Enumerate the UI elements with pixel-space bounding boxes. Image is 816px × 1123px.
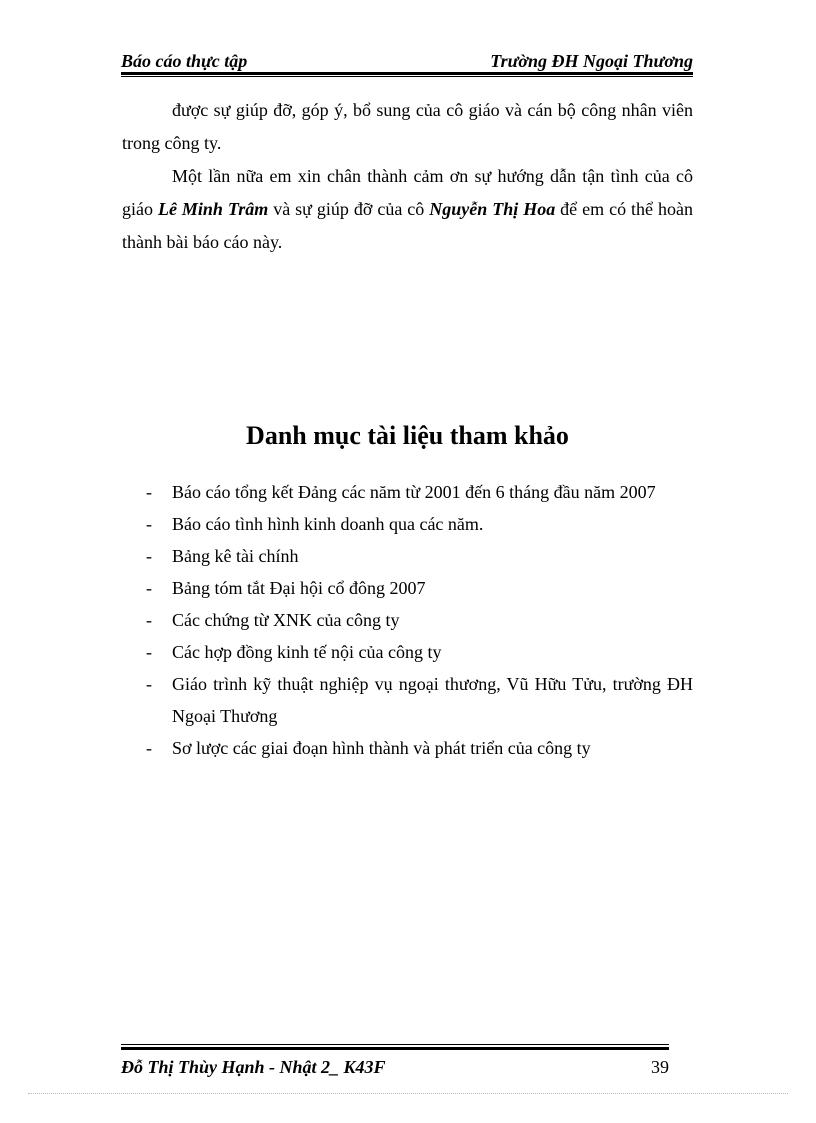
reference-text: Giáo trình kỹ thuật nghiệp vụ ngoại thương, Vũ Hữu Tửu, trường ĐH Ngoại Thương [172,674,693,726]
list-bullet: - [146,738,152,758]
reference-item [122,572,693,604]
header-report-title: Báo cáo thực tập [121,51,248,71]
list-bullet: - [146,578,152,598]
list-bullet: - [146,610,152,630]
references-title: Danh mục tài liệu tham khảo [246,421,569,450]
list-bullet: - [146,546,152,566]
list-bullet: - [146,674,152,694]
header-rule-thin [121,76,693,77]
supervisor-name: Nguyễn Thị Hoa [429,199,556,219]
list-bullet: - [146,642,152,662]
reference-text: Báo cáo tổng kết Đảng các năm từ 2001 đến 6 tháng đầu năm 2007 [172,482,656,502]
list-bullet: - [146,514,152,534]
reference-item [122,668,693,732]
footer-rule-thin [121,1044,669,1045]
page-header [121,50,693,72]
reference-item [122,636,693,668]
reference-text: Bảng tóm tắt Đại hội cổ đông 2007 [172,578,426,598]
header-rule-thick [121,72,693,75]
paragraph-2-part-2: và sự giúp đỡ của cô [268,199,430,219]
reference-item [122,476,693,508]
list-bullet: - [146,482,152,502]
page-number: 39 [651,1057,669,1077]
footer-rule-thick [121,1047,669,1050]
reference-item [122,508,693,540]
reference-item [122,732,693,764]
body-text [122,94,693,259]
footer-author: Đỗ Thị Thùy Hạnh - Nhật 2_ K43F [121,1057,386,1077]
header-university: Trường ĐH Ngoại Thương [490,51,693,71]
reference-item [122,604,693,636]
page-bottom-dotted-border [28,1093,788,1094]
references-list [122,476,693,764]
reference-text: Các hợp đồng kinh tế nội của công ty [172,642,442,662]
paragraph-1: được sự giúp đỡ, góp ý, bổ sung của cô giáo và cán bộ công nhân viên trong công ty. [122,100,693,153]
paragraph-2-part-3: để em có thể hoàn thành bài báo cáo này. [122,199,693,252]
reference-text: Sơ lược các giai đoạn hình thành và phát triển của công ty [172,738,591,758]
reference-text: Báo cáo tình hình kinh doanh qua các năm. [172,514,484,534]
reference-text: Bảng kê tài chính [172,546,299,566]
reference-item [122,540,693,572]
paragraph-2 [122,160,693,259]
reference-text: Các chứng từ XNK của công ty [172,610,400,630]
teacher-name: Lê Minh Trâm [157,199,269,219]
paragraph-2-part-1: Một lần nữa em xin chân thành cảm ơn sự hướng dẫn tận tình của cô giáo [122,166,693,219]
page-footer [121,1055,669,1079]
